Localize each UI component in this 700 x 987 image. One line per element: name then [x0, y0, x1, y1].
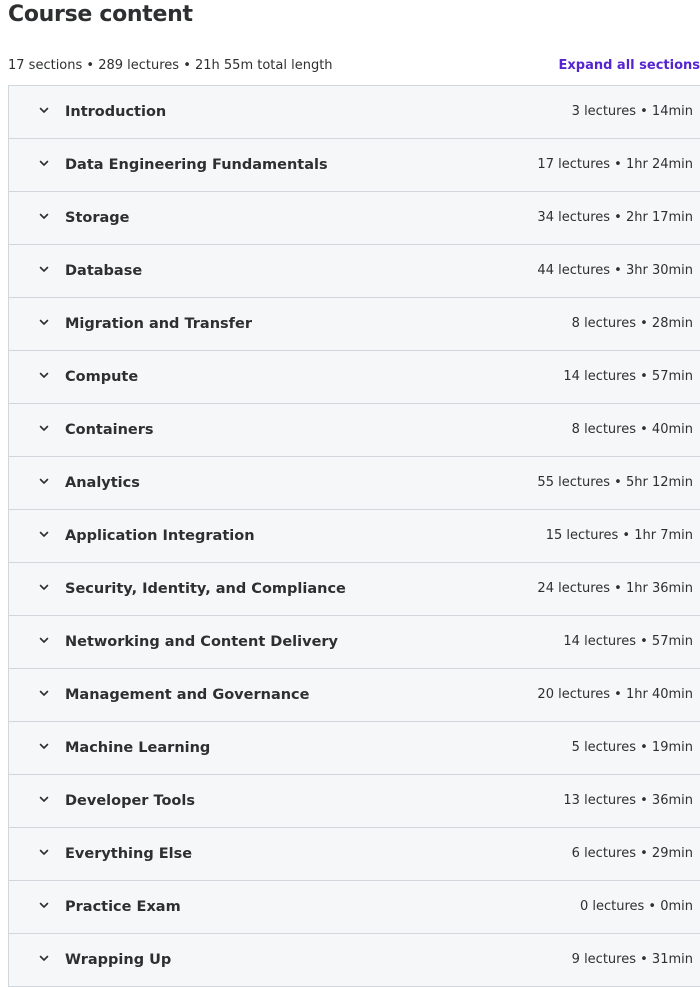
chevron-down-icon	[37, 209, 51, 223]
chevron-down-icon	[37, 474, 51, 488]
section-meta: 6 lectures • 29min	[571, 846, 693, 861]
section-header-3[interactable]	[9, 192, 700, 245]
section-header-13[interactable]	[9, 722, 700, 775]
section-header-12[interactable]	[9, 669, 700, 722]
section-meta: 34 lectures • 2hr 17min	[537, 210, 693, 225]
section-header-7[interactable]	[9, 404, 700, 457]
section-header-1[interactable]	[9, 86, 700, 139]
section-title: Database	[65, 263, 143, 279]
section-meta: 14 lectures • 57min	[563, 634, 693, 649]
chevron-down-icon	[37, 951, 51, 965]
section-meta: 14 lectures • 57min	[563, 369, 693, 384]
chevron-down-icon	[37, 421, 51, 435]
section-header-10[interactable]	[9, 563, 700, 616]
section-header-11[interactable]	[9, 616, 700, 669]
section-title: Everything Else	[65, 846, 193, 862]
section-meta: 44 lectures • 3hr 30min	[537, 263, 693, 278]
chevron-down-icon	[37, 792, 51, 806]
section-meta: 20 lectures • 1hr 40min	[537, 687, 693, 702]
chevron-down-icon	[37, 739, 51, 753]
chevron-down-icon	[37, 580, 51, 594]
section-header-6[interactable]	[9, 351, 700, 404]
section-header-16[interactable]	[9, 881, 700, 934]
chevron-down-icon	[37, 686, 51, 700]
section-list	[8, 85, 700, 987]
section-header-2[interactable]	[9, 139, 700, 192]
section-header-4[interactable]	[9, 245, 700, 298]
section-title: Security, Identity, and Compliance	[65, 581, 346, 597]
section-meta: 8 lectures • 40min	[571, 422, 693, 437]
chevron-down-icon	[37, 845, 51, 859]
section-title: Networking and Content Delivery	[65, 634, 339, 650]
chevron-down-icon	[37, 156, 51, 170]
section-title: Containers	[65, 422, 154, 438]
section-header-17[interactable]	[9, 934, 700, 987]
section-meta: 0 lectures • 0min	[579, 899, 693, 914]
section-title: Compute	[65, 369, 139, 385]
chevron-down-icon	[37, 898, 51, 912]
section-meta: 24 lectures • 1hr 36min	[537, 581, 693, 596]
section-meta: 9 lectures • 31min	[571, 952, 693, 967]
chevron-down-icon	[37, 103, 51, 117]
section-meta: 17 lectures • 1hr 24min	[537, 157, 693, 172]
section-header-15[interactable]	[9, 828, 700, 881]
section-title: Introduction	[65, 104, 167, 120]
section-title: Practice Exam	[65, 899, 181, 915]
chevron-down-icon	[37, 315, 51, 329]
section-title: Analytics	[65, 475, 140, 491]
section-title: Storage	[65, 210, 130, 226]
section-title: Data Engineering Fundamentals	[65, 157, 328, 173]
expand-all-sections-button[interactable]: Expand all sections	[558, 58, 700, 73]
section-meta: 13 lectures • 36min	[563, 793, 693, 808]
course-summary-row	[8, 55, 700, 77]
section-header-8[interactable]	[9, 457, 700, 510]
chevron-down-icon	[37, 368, 51, 382]
chevron-down-icon	[37, 262, 51, 276]
chevron-down-icon	[37, 527, 51, 541]
section-meta: 3 lectures • 14min	[571, 104, 693, 119]
section-header-5[interactable]	[9, 298, 700, 351]
section-meta: 55 lectures • 5hr 12min	[537, 475, 693, 490]
section-header-9[interactable]	[9, 510, 700, 563]
section-header-14[interactable]	[9, 775, 700, 828]
section-title: Wrapping Up	[65, 952, 172, 968]
section-meta: 8 lectures • 28min	[571, 316, 693, 331]
chevron-down-icon	[37, 633, 51, 647]
section-title: Management and Governance	[65, 687, 310, 703]
section-meta: 15 lectures • 1hr 7min	[545, 528, 693, 543]
section-title: Migration and Transfer	[65, 316, 252, 332]
course-summary: 17 sections • 289 lectures • 21h 55m total length	[8, 58, 333, 73]
section-meta: 5 lectures • 19min	[571, 740, 693, 755]
section-title: Application Integration	[65, 528, 255, 544]
page-title: Course content	[8, 2, 193, 27]
section-title: Machine Learning	[65, 740, 211, 756]
section-title: Developer Tools	[65, 793, 195, 809]
